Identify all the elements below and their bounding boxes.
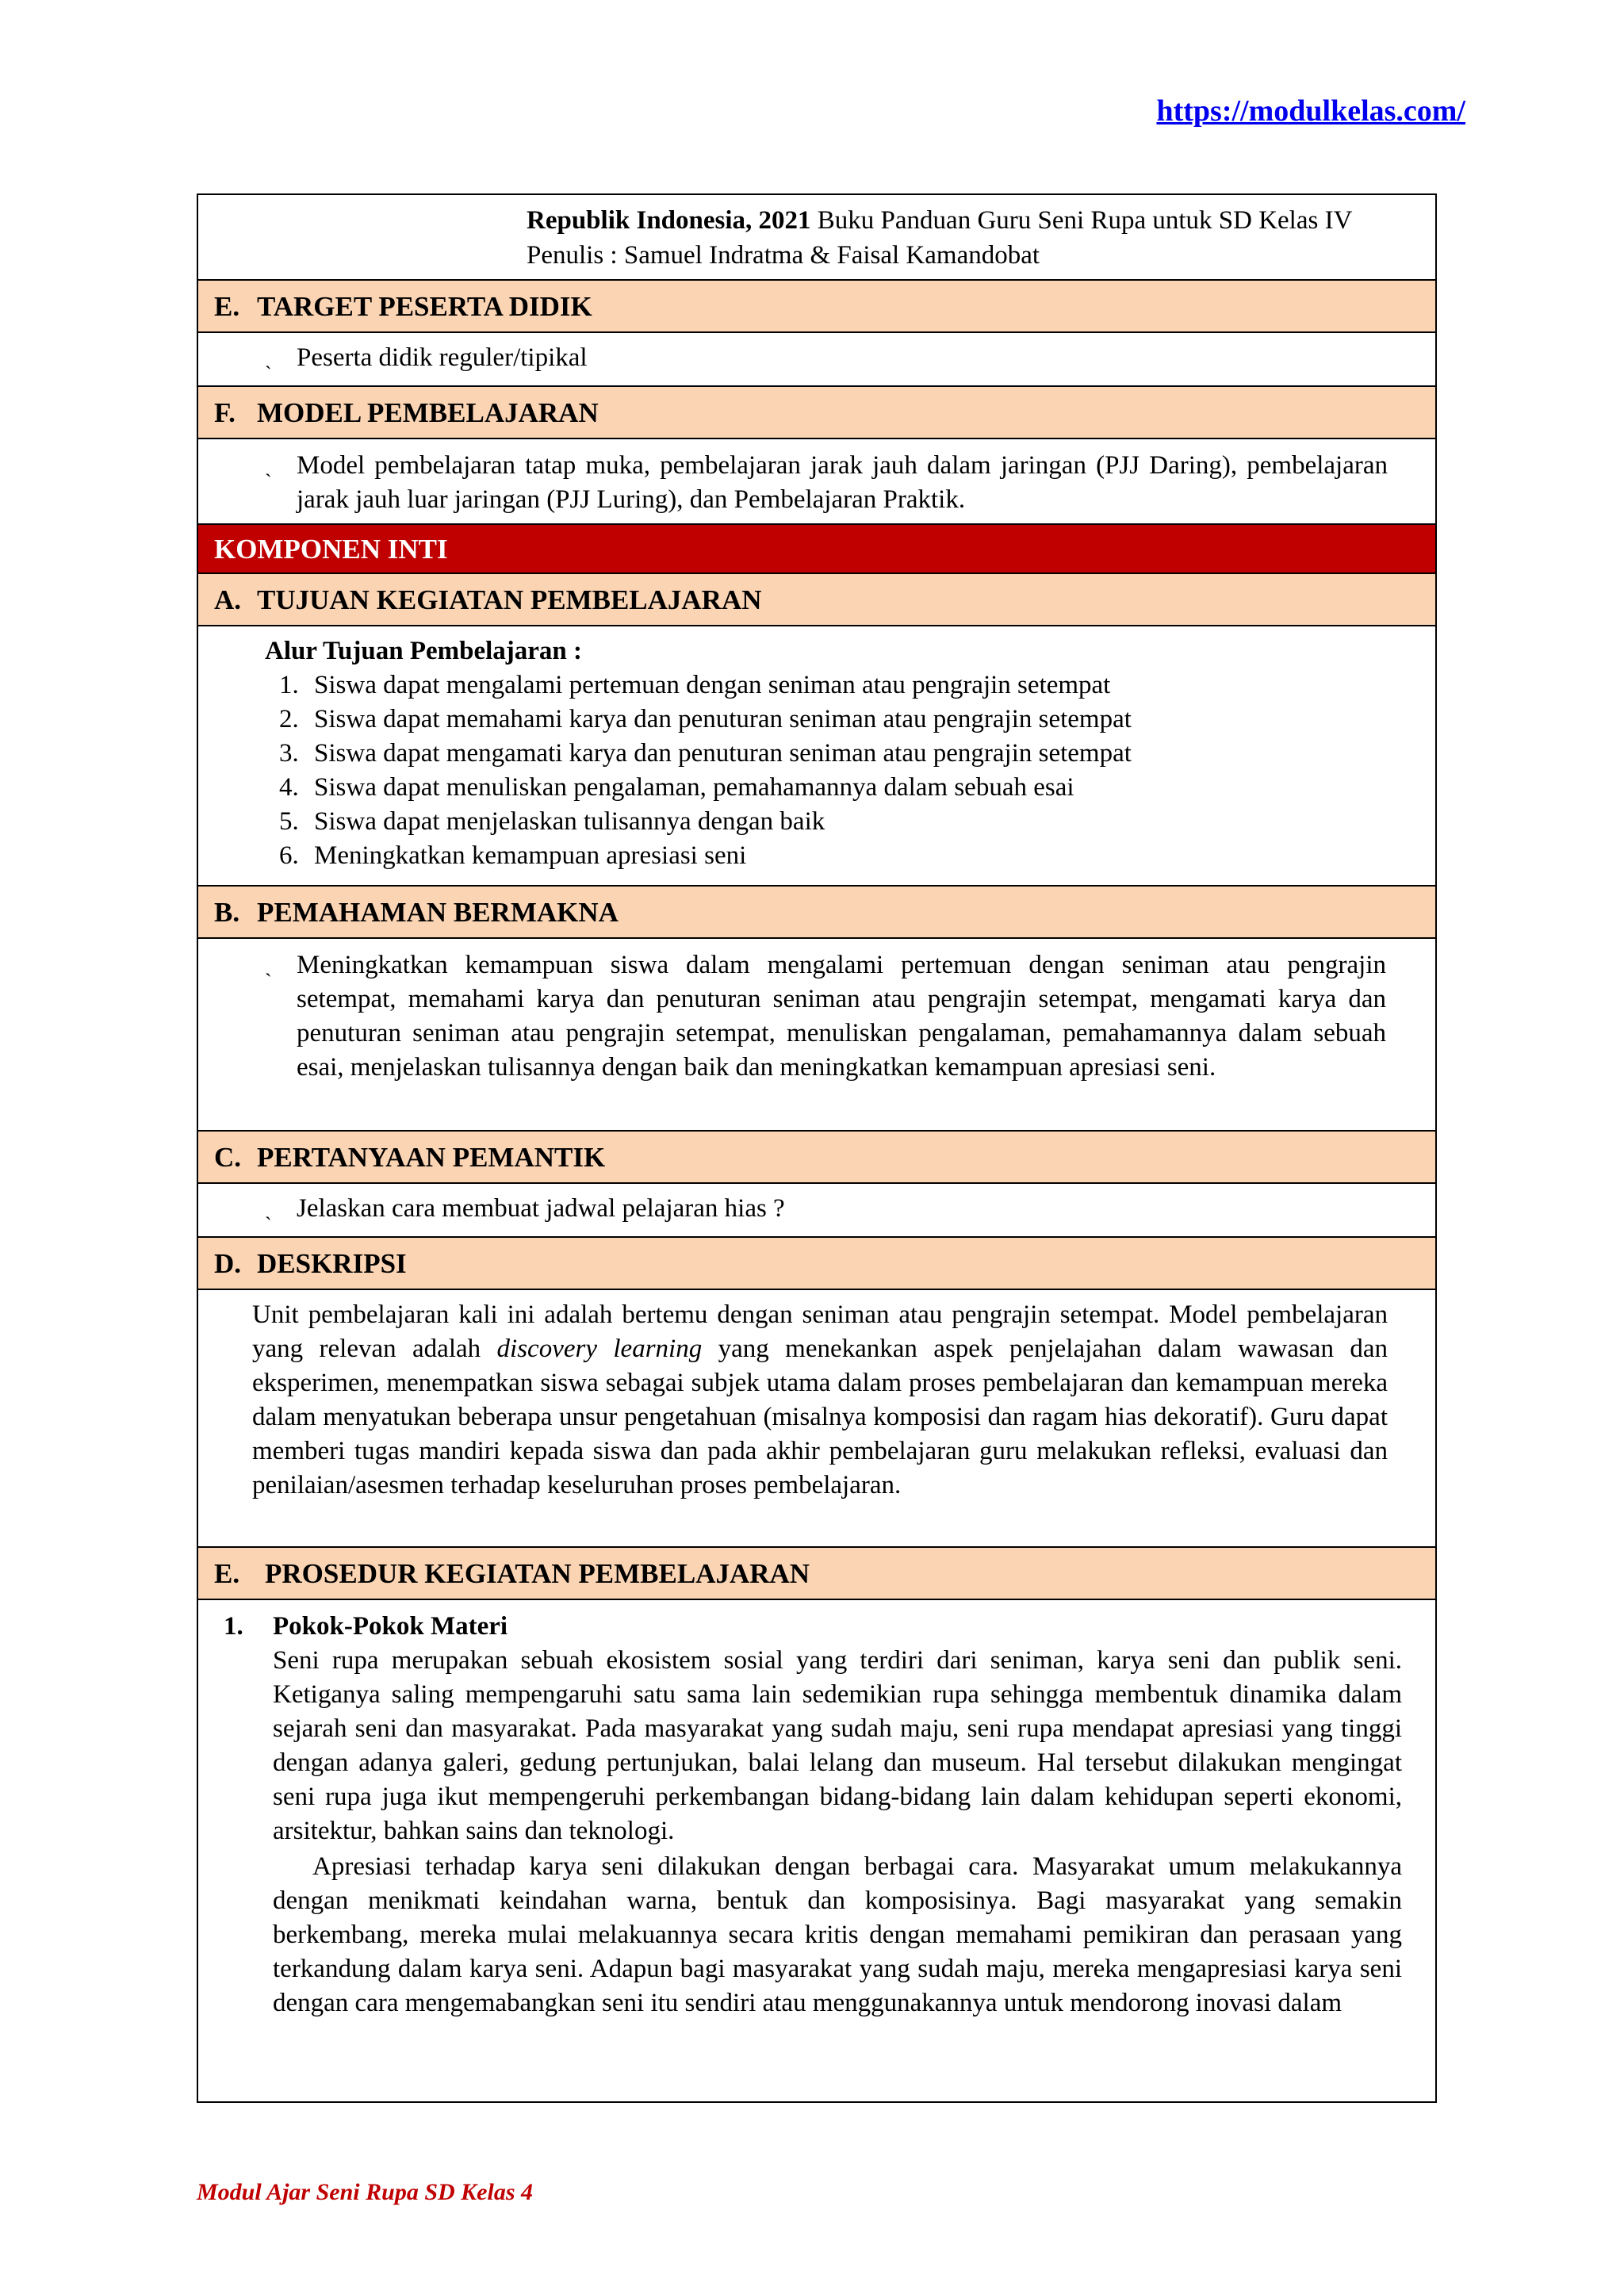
list-item: 3. Siswa dapat mengamati karya dan penuturan seniman atau pengrajin setempat <box>279 739 1132 768</box>
section-title: DESKRIPSI <box>257 1248 407 1279</box>
section-header-target: E. TARGET PESERTA DIDIK <box>198 281 1435 333</box>
section-header-pemantik: C. PERTANYAAN PEMANTIK <box>198 1132 1435 1184</box>
bullet-icon: ˏ <box>265 454 272 477</box>
section-title: MODEL PEMBELAJARAN <box>257 397 599 428</box>
paragraph: Apresiasi terhadap karya seni dilakukan dengan berbagai cara. Masyarakat umum melakukannya dengan menikmati keindahan warna, bentuk dan komposisinya. Bagi masyarakat yang semakin berkembang, mereka mulai melakuannya secara kritis dengan memahami pemikiran dan perasaan yang terkandung dalam karya seni. Adapun bagi masyarakat yang sudah maju, mereka mengapresiasi karya seni dengan cara mengemabangkan seni itu sendiri atau menggunakannya untuk mendorong inovasi dalam <box>273 1852 1402 2017</box>
deskripsi-cell: Unit pembelajaran kali ini adalah bertemu dengan seniman atau pengrajin setempat. Model pembelajaran yang relevan adalah discovery learning yang menekankan aspek penjelajahan dalam wawasan dan eksperimen, menempatkan siswa sebagai subjek utama dalam proses pembelajaran dan kemampuan mereka dalam menyatukan beberapa unsur pengetahuan (misalnya komposisi dan ragam hias dekoratif). Guru dapat memberi tugas mandiri kepada siswa dan pada akhir pembelajaran guru melakukan refleksi, evaluasi dan penilaian/asesmen terhadap keseluruhan proses pembelajaran. <box>198 1290 1435 1548</box>
section-title: PROSEDUR KEGIATAN PEMBELAJARAN <box>265 1558 810 1589</box>
prosedur-cell <box>198 1600 1435 2101</box>
section-title: TUJUAN KEGIATAN PEMBELAJARAN <box>257 584 762 615</box>
bullet-icon: ˏ <box>265 1197 272 1220</box>
tujuan-cell <box>198 626 1435 887</box>
prosedur-subtitle: 1. Pokok-Pokok Materi <box>224 1612 508 1641</box>
komponen-inti-header: KOMPONEN INTI <box>198 525 1435 574</box>
section-title: PEMAHAMAN BERMAKNA <box>257 897 619 928</box>
pemantik-cell: ˏ Jelaskan cara membuat jadwal pelajaran hias ? <box>198 1184 1435 1238</box>
section-header-model: F. MODEL PEMBELAJARAN <box>198 387 1435 439</box>
list-item: 5. Siswa dapat menjelaskan tulisannya dengan baik <box>279 807 825 836</box>
reference-cell <box>198 195 1435 281</box>
list-item: 4. Siswa dapat menuliskan pengalaman, pemahamannya dalam sebuah esai <box>279 773 1074 802</box>
reference-bold: Republik Indonesia, 2021 <box>527 206 811 235</box>
section-header-tujuan: A. TUJUAN KEGIATAN PEMBELAJARAN <box>198 574 1435 626</box>
bullet-icon: ˏ <box>265 347 272 370</box>
section-title: PERTANYAAN PEMANTIK <box>257 1142 606 1173</box>
section-title: TARGET PESERTA DIDIK <box>257 291 592 322</box>
target-cell: ˏ Peserta didik reguler/tipikal <box>198 333 1435 387</box>
section-header-prosedur: E. PROSEDUR KEGIATAN PEMBELAJARAN <box>198 1548 1435 1600</box>
list-item: 1. Siswa dapat mengalami pertemuan dengan seniman atau pengrajin setempat <box>279 671 1111 699</box>
tujuan-list <box>214 668 1388 873</box>
tujuan-subtitle: Alur Tujuan Pembelajaran : <box>265 637 583 665</box>
module-table <box>197 193 1437 2103</box>
emphasis-text: discovery learning <box>496 1335 703 1363</box>
list-item: 6. Meningkatkan kemampuan apresiasi seni <box>279 841 747 870</box>
website-link[interactable]: https://modulkelas.com/ <box>1156 94 1465 128</box>
section-header-deskripsi: D. DESKRIPSI <box>198 1238 1435 1290</box>
model-cell: ˏ Model pembelajaran tatap muka, pembelajaran jarak jauh dalam jaringan (PJJ Daring), pembelajaran jarak jauh luar jaringan (PJJ Luring), dan Pembelajaran Praktik. <box>198 439 1435 525</box>
reference-text: Buku Panduan Guru Seni Rupa untuk SD Kelas IV Penulis : Samuel Indratma & Faisal Kamandobat <box>527 206 1352 270</box>
section-header-pemahaman: B. PEMAHAMAN BERMAKNA <box>198 887 1435 939</box>
paragraph: Seni rupa merupakan sebuah ekosistem sosial yang terdiri dari seniman, karya seni dan publik seni. Ketiganya saling mempengaruhi satu sama lain sedemikian rupa sehingga membentuk dinamika dalam sejarah seni dan masyarakat. Pada masyarakat yang sudah maju, seni rupa mendapat apresiasi yang tinggi dengan adanya galeri, gedung pertunjukan, balai lelang dan museum. Hal tersebut dilakukan mengingat seni rupa juga ikut mempengeruhi perkembangan bidang-bidang lain dalam kehidupan seperti ekonomi, arsitektur, bahkan sains dan teknologi. <box>273 1646 1402 1845</box>
list-item: 2. Siswa dapat memahami karya dan penuturan seniman atau pengrajin setempat <box>279 705 1132 733</box>
bullet-icon: ˏ <box>265 954 272 977</box>
pemahaman-cell: ˏ Meningkatkan kemampuan siswa dalam mengalami pertemuan dengan seniman atau pengrajin setempat, memahami karya dan penuturan seniman atau pengrajin setempat, mengamati karya dan penuturan seniman atau pengrajin setempat, menuliskan pengalaman, pemahamannya dalam sebuah esai, menjelaskan tulisannya dengan baik dan meningkatkan kemampuan apresiasi seni. <box>198 939 1435 1132</box>
footer-title: Modul Ajar Seni Rupa SD Kelas 4 <box>197 2179 533 2205</box>
